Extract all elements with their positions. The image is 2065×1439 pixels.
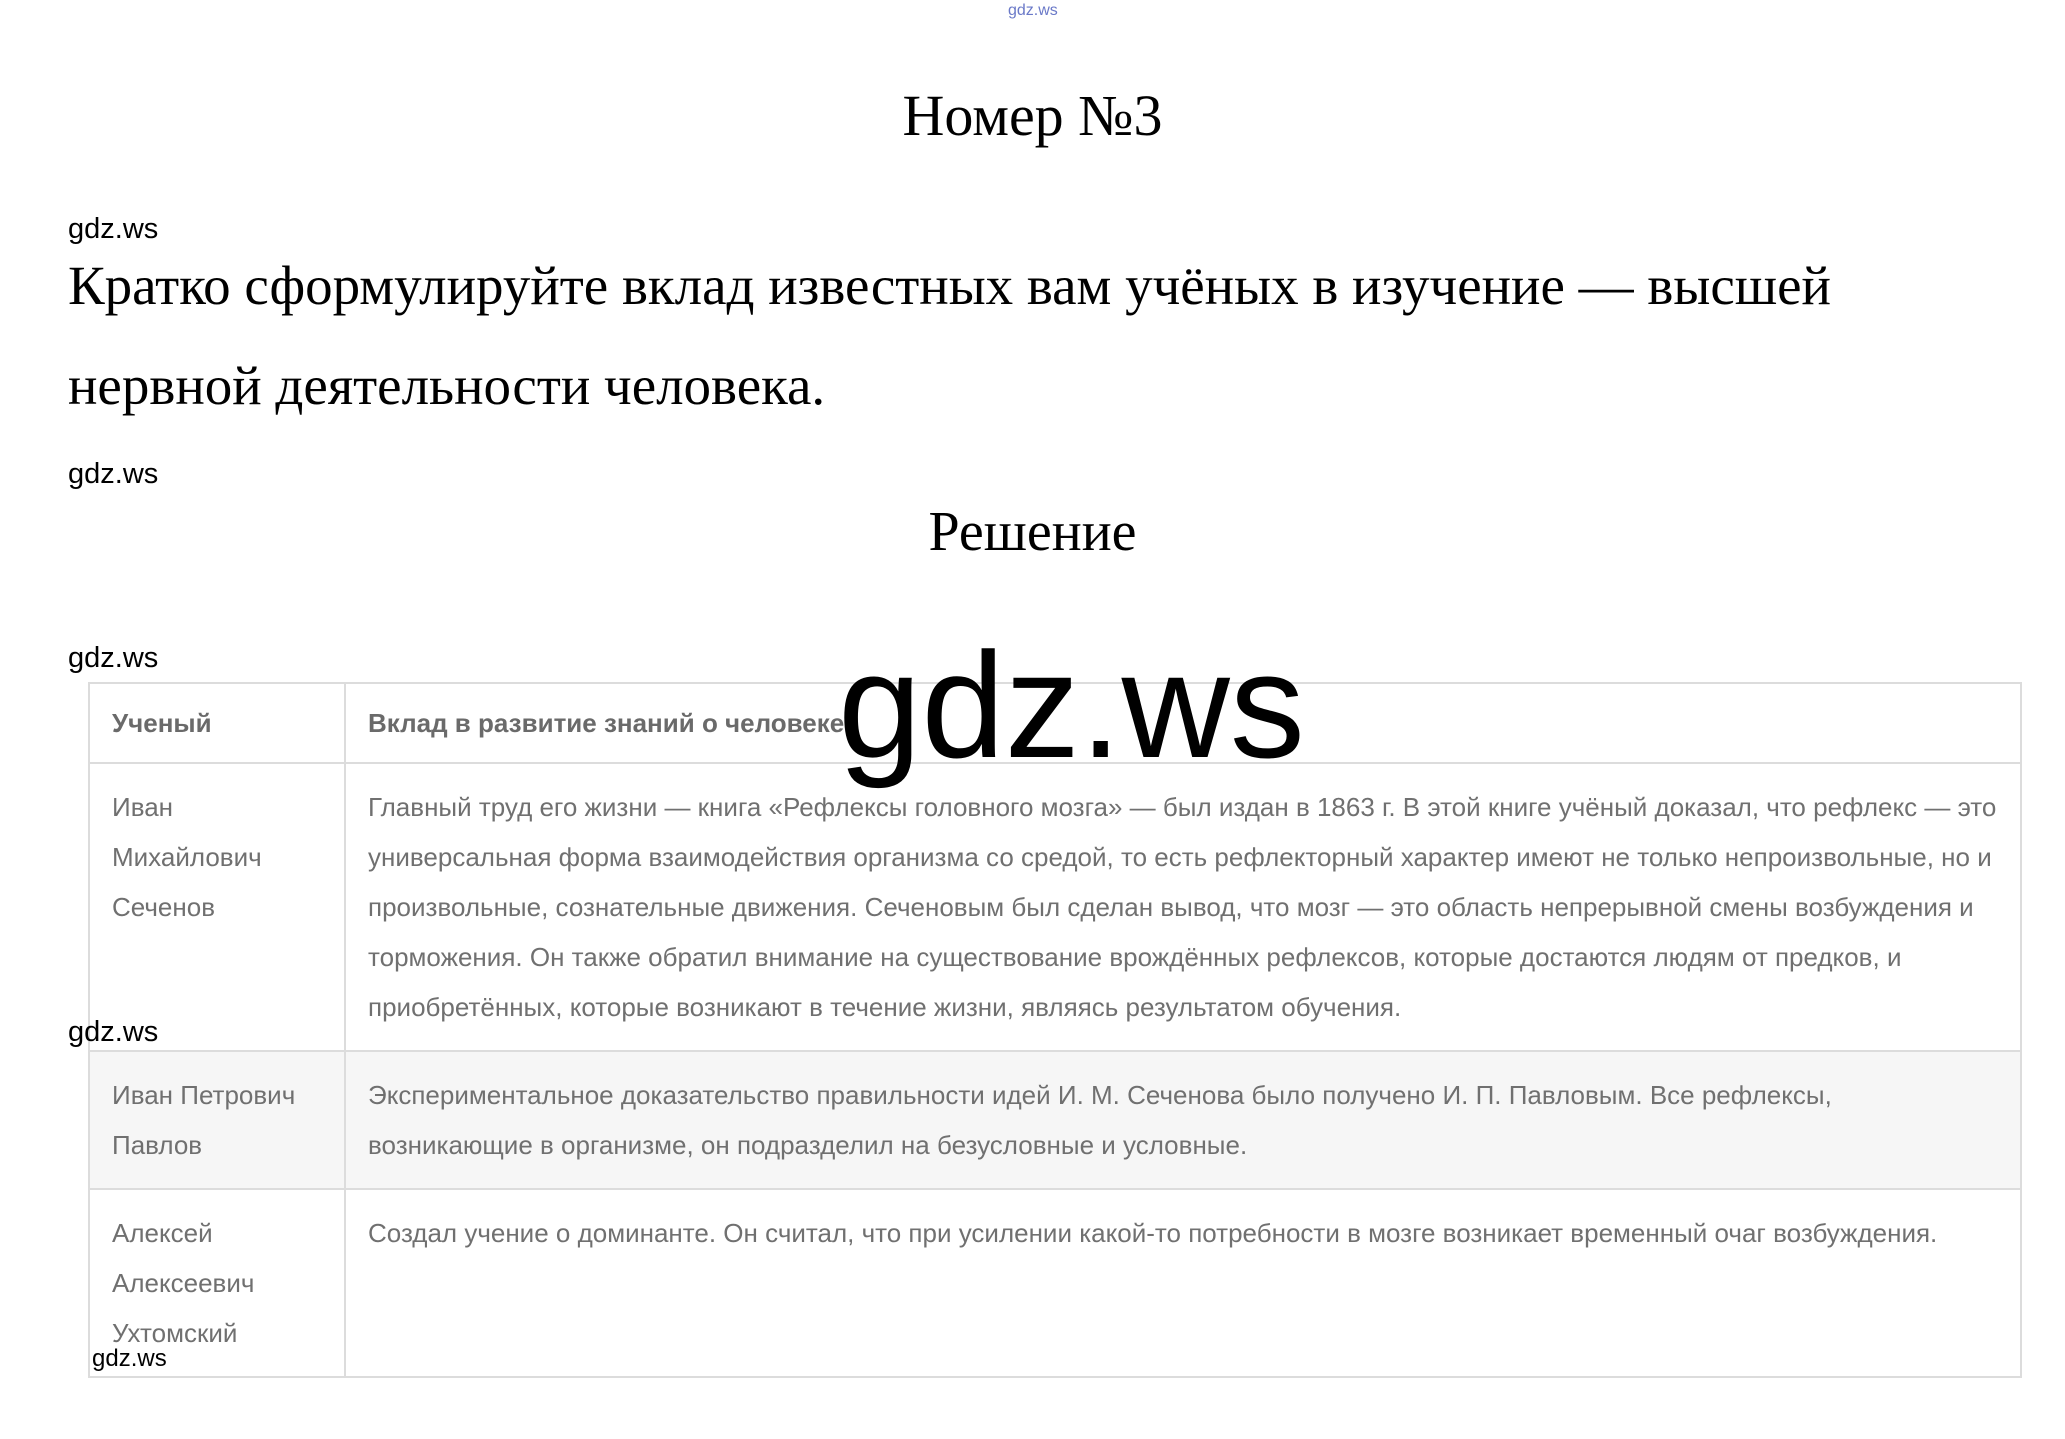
- header-scientist: Ученый: [89, 683, 345, 763]
- scientist-name: Алексей Алексеевич Ухтомский: [89, 1189, 345, 1377]
- watermark-side: gdz.ws: [68, 458, 159, 490]
- question-text: Кратко сформулируйте вклад известных вам учёных в изучение — высшей нервной деятельности человека.: [68, 255, 1831, 416]
- solution-heading: Решение: [928, 501, 1137, 563]
- header-contribution: Вклад в развитие знаний о человеке: [345, 683, 2021, 763]
- watermark-big: gdz.ws: [838, 621, 1305, 789]
- scientist-contribution: Экспериментальное доказательство правильности идей И. М. Сеченова было получено И. П. Павловым. Все рефлексы, возникающие в организме, он подразделил на безусловные и условные.: [345, 1051, 2021, 1189]
- scientist-contribution: Главный труд его жизни — книга «Рефлексы головного мозга» — был издан в 1863 г. В этой книге учёный доказал, что рефлекс — это универсальная форма взаимодействия организма со средой, то есть рефлекторный характер имеют не только непроизвольные, но и произвольные, сознательные движения. Сеченовым был сделан вывод, что мозг — это область непрерывной смены возбуждения и торможения. Он также обратил внимание на существование врождённых рефлексов, которые достаются людям от предков, и приобретённых, которые возникают в течение жизни, являясь результатом обучения.: [345, 763, 2021, 1051]
- table-row: [89, 763, 2021, 1051]
- watermark-side: gdz.ws: [68, 1016, 159, 1048]
- scientist-contribution: Создал учение о доминанте. Он считал, что при усилении какой-то потребности в мозге возникает временный очаг возбуждения.: [345, 1189, 2021, 1377]
- page-title: Номер №3: [902, 83, 1163, 148]
- scientist-name: Иван Михайлович Сеченов: [89, 763, 345, 1051]
- watermark-side: gdz.ws: [68, 213, 159, 245]
- table-row: [89, 1189, 2021, 1377]
- watermark-top: gdz.ws: [1008, 2, 1058, 19]
- table-row: [89, 1051, 2021, 1189]
- scientist-name: Иван Петрович Павлов: [89, 1051, 345, 1189]
- watermark-side: gdz.ws: [92, 1345, 167, 1372]
- watermark-side: gdz.ws: [68, 642, 159, 674]
